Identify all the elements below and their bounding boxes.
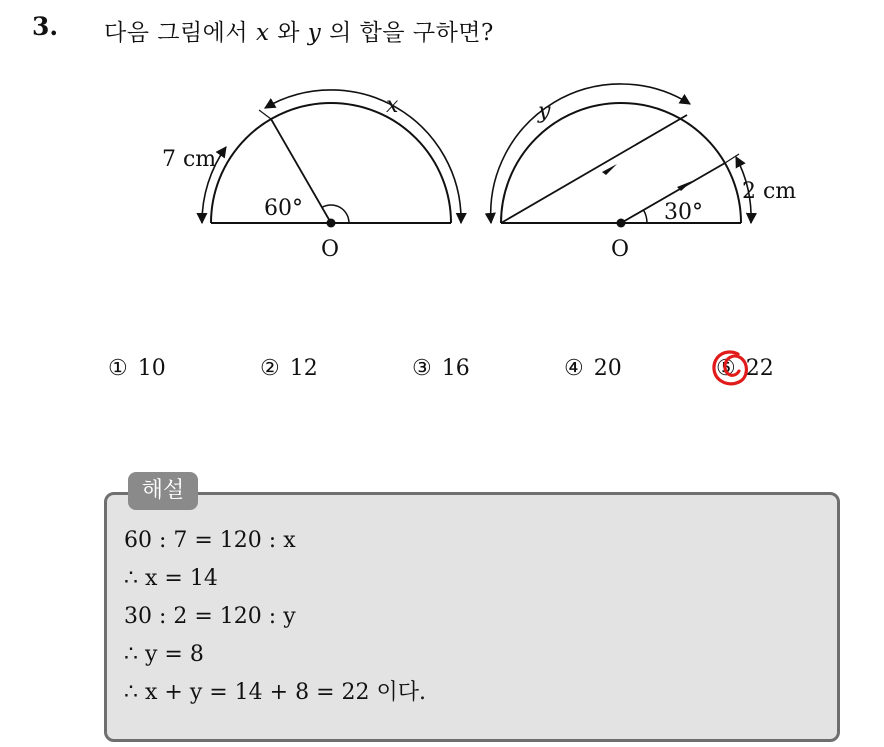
right-semicircle-figure <box>491 84 797 262</box>
radius-label-7cm: 7 cm <box>162 147 217 172</box>
arc-label-x: x <box>386 93 399 118</box>
question-text-part: 와 <box>269 20 308 46</box>
explanation-line: 30 : 2 = 120 : y <box>124 604 296 629</box>
arc-y-arrow <box>491 84 690 223</box>
arc-length-label-2cm: 2 cm <box>742 179 797 204</box>
answer-choices <box>108 356 808 396</box>
choice-value: 16 <box>441 356 470 381</box>
left-semicircle-figure <box>162 90 461 262</box>
question-number: 3. <box>32 12 59 41</box>
choice-value: 10 <box>137 356 166 381</box>
right-chord <box>501 115 687 223</box>
left-tick <box>259 110 271 119</box>
choice-number: ⑤ <box>716 356 736 381</box>
choice-4[interactable] <box>564 356 622 381</box>
explanation-lines <box>124 522 426 712</box>
question-text-part: 다음 그림에서 <box>104 20 256 46</box>
question-text <box>104 14 494 47</box>
choice-value: 12 <box>289 356 318 381</box>
right-arc <box>501 103 741 223</box>
answer-mark-circle <box>708 346 752 390</box>
choice-number: ④ <box>564 356 584 381</box>
choice-1[interactable] <box>108 356 166 381</box>
explanation-line: ∴ y = 8 <box>124 642 204 667</box>
choice-number: ① <box>108 356 128 381</box>
left-center-point <box>327 219 336 228</box>
right-center-point <box>617 219 626 228</box>
angle-label-60: 60° <box>264 196 303 221</box>
explanation-tag: 해설 <box>128 472 198 510</box>
arc-label-y: y <box>538 99 551 124</box>
center-label-left: O <box>321 237 340 262</box>
choice-value: 22 <box>745 356 774 381</box>
explanation-line: ∴ x + y = 14 + 8 = 22 이다. <box>124 680 426 705</box>
choice-2[interactable] <box>260 356 318 381</box>
question-text-part: 의 합을 구하면? <box>321 20 494 46</box>
explanation-line: 60 : 7 = 120 : x <box>124 528 296 553</box>
choice-number: ③ <box>412 356 432 381</box>
choice-value: 20 <box>593 356 622 381</box>
variable-y: y <box>307 20 322 46</box>
right-angle-arc <box>644 210 648 223</box>
center-label-right: O <box>611 237 630 262</box>
choice-number: ② <box>260 356 280 381</box>
chord-direction-arrow <box>602 164 617 175</box>
semicircle-figures <box>150 80 800 270</box>
angle-label-30: 30° <box>664 200 703 225</box>
variable-x: x <box>255 20 270 46</box>
choice-3[interactable] <box>412 356 470 381</box>
explanation-line: ∴ x = 14 <box>124 566 218 591</box>
